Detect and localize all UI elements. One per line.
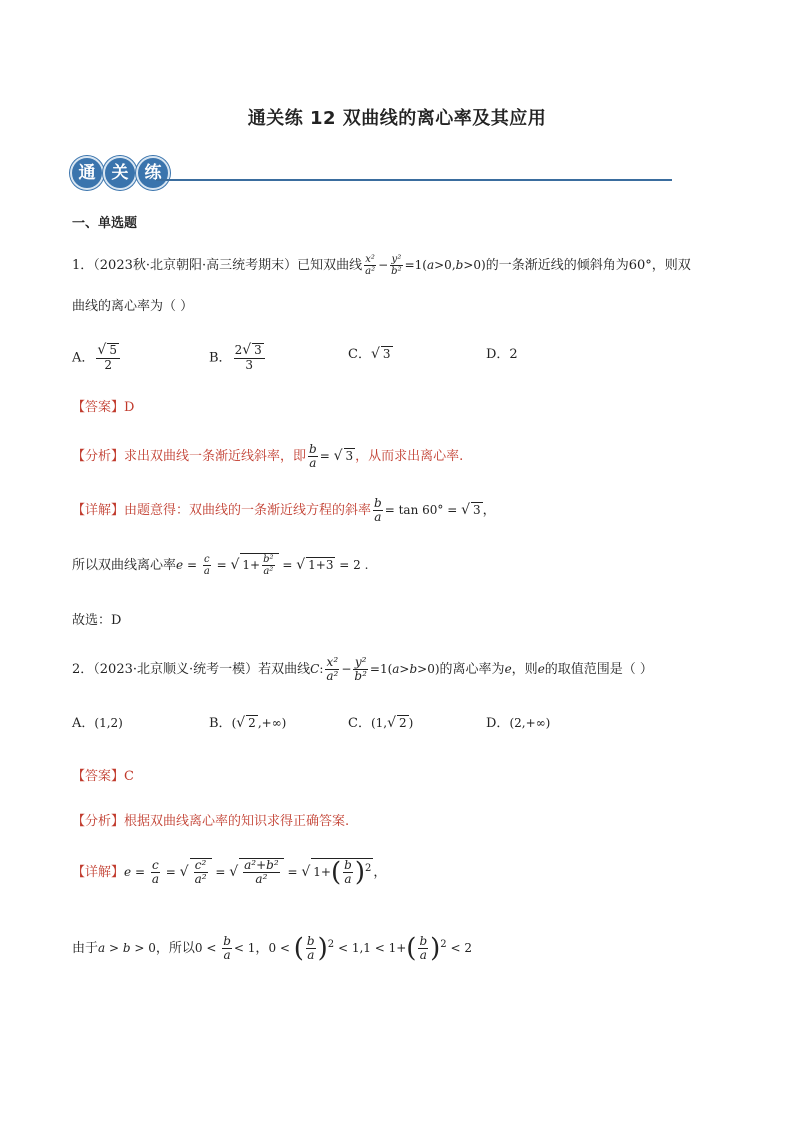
q2-stem (72, 656, 653, 683)
q2-option-b-math: (√ 2 ,+∞) (231, 715, 287, 731)
q1-answer (72, 396, 134, 415)
q2-detail-math: e = $\frac{c}{a}$ = √ $\frac{\text{c²}}{\text{a²}}$ = √ $\frac{\text{a²+b²}}{\text{a²}}$ = √ 1+( $\frac{b}{a}$ )$^2$ (124, 857, 372, 888)
q2-ineq-2: 0 < $\frac{b}{a}$ < 1 (194, 934, 256, 963)
q2-conclusion (72, 935, 472, 962)
q2-option-a[interactable]: A．(1,2) (72, 716, 123, 731)
q1-detail-text: 由题意得：双曲线的一条渐近线方程的斜率 (124, 503, 372, 519)
q1-detail-tag: 【详解】 (72, 503, 125, 519)
q1-detail (72, 497, 496, 524)
q2-tail: 的取值范围是（ ） (544, 662, 653, 678)
q2-e-symbol-2: e (537, 662, 545, 677)
q1-analysis-text-a: 求出双曲线一条渐近线斜率，即 (124, 449, 307, 465)
q1-option-d[interactable]: D．2 (486, 347, 518, 362)
q2-mid: 的离心率为 (439, 662, 505, 678)
q2-analysis-text: 根据双曲线离心率的知识求得正确答案. (124, 814, 350, 829)
q2-lead: 2．（2023·北京顺义·统考一模）若双曲线 (72, 662, 311, 678)
q1-options (72, 337, 732, 373)
q2-ineq-3: 0 < ( $\frac{b}{a}$ )$^2$ < 1,1 < 1+( $\frac{b}{a}$ )$^2$ < 2 (268, 933, 472, 964)
q2-options (72, 710, 732, 732)
q1-stem-cont: 曲线的离心率为（ ） (72, 299, 194, 314)
q2-analysis (72, 810, 349, 829)
q1-analysis-text-b: ，从而求出离心率. (355, 449, 464, 465)
q1-ecc-math: e = $\frac{c}{a}$ = √ 1+ $\frac{\text{b²}}{\text{a²}}$ = √ 1+3 = 2 . (176, 554, 369, 577)
banner-char-3: 练 (136, 156, 170, 190)
q1-option-a-math: $\frac{√ 5}{2}$ (94, 350, 122, 364)
q1-mid: 的一条渐近线的倾斜角为60°，则双 (485, 258, 691, 273)
q1-analysis-tag: 【分析】 (72, 449, 125, 465)
section-heading: 一、单选题 (72, 216, 138, 231)
q1-answer-value: D (124, 400, 135, 415)
q2-option-d-math: (2,+∞) (509, 716, 551, 730)
q2-e-symbol: e (504, 662, 512, 677)
banner-char-2: 关 (103, 156, 137, 190)
q2-detail (72, 858, 386, 886)
q2-mid2: ，则 (511, 662, 538, 678)
banner-rule (156, 179, 672, 181)
q1-option-b-math: $\frac{2√ 3}{3}$ (232, 350, 267, 364)
q2-ineq-1: a > b > 0 (98, 941, 156, 956)
q2-last-b: ，所以 (155, 941, 195, 957)
q1-option-b[interactable]: B． $\frac{2√ 3}{3}$ (209, 343, 267, 373)
q2-answer-tag: 【答案】 (72, 769, 125, 784)
q2-answer (72, 765, 134, 784)
q1-choose: 故选：D (72, 613, 122, 628)
q2-analysis-tag: 【分析】 (72, 814, 125, 829)
q2-option-c-math: (1,√ 2 ) (370, 715, 414, 731)
q1-hyperbola-formula: $\frac{\text{x²}}{\text{a²}}$ − $\frac{\text{y²}}{\text{b²}}$ =1(a>0,b>0) (365, 254, 486, 277)
q2-answer-value: C (124, 769, 134, 784)
q1-option-c-math: √ 3 (370, 346, 391, 362)
q2-option-a-math: (1,2) (94, 716, 123, 730)
q2-last-a: 由于 (72, 941, 99, 957)
q1-stem (72, 254, 691, 277)
q1-ecc-text: 所以双曲线离心率 (72, 558, 177, 573)
q2-detail-end: ， (373, 865, 387, 881)
section-banner (70, 154, 672, 190)
q1-lead: 1．（2023秋·北京朝阳·高三统考期末）已知双曲线 (72, 258, 363, 273)
q1-answer-tag: 【答案】 (72, 400, 125, 415)
banner-char-1: 通 (70, 156, 104, 190)
q2-option-d[interactable]: D．(2,+∞) (486, 716, 551, 731)
q1-analysis (72, 443, 463, 470)
q1-option-a[interactable]: A． $\frac{√ 5}{2}$ (72, 343, 122, 373)
q2-option-c[interactable]: C．(1,√ 2 ) (348, 715, 414, 731)
q1-analysis-math: $\frac{b}{a}$ = √ 3 (309, 442, 354, 471)
page-title: 通关练 12 双曲线的离心率及其应用 (247, 108, 547, 129)
q1-detail-math: $\frac{b}{a}$ = tan 60° = √ 3 (374, 496, 481, 525)
q1-detail-end: ， (482, 503, 496, 519)
q2-detail-tag: 【详解】 (72, 865, 125, 881)
q1-option-c[interactable]: C．√ 3 (348, 346, 391, 362)
q2-option-b[interactable]: B．(√ 2 ,+∞) (209, 715, 287, 731)
q2-last-c: ， (255, 941, 269, 957)
q2-hyperbola-formula: C: $\frac{\text{x²}}{\text{a²}}$ − $\frac{\text{y²}}{\text{b²}}$ =1(a>b>0) (310, 655, 440, 684)
q1-eccentricity (72, 553, 368, 577)
